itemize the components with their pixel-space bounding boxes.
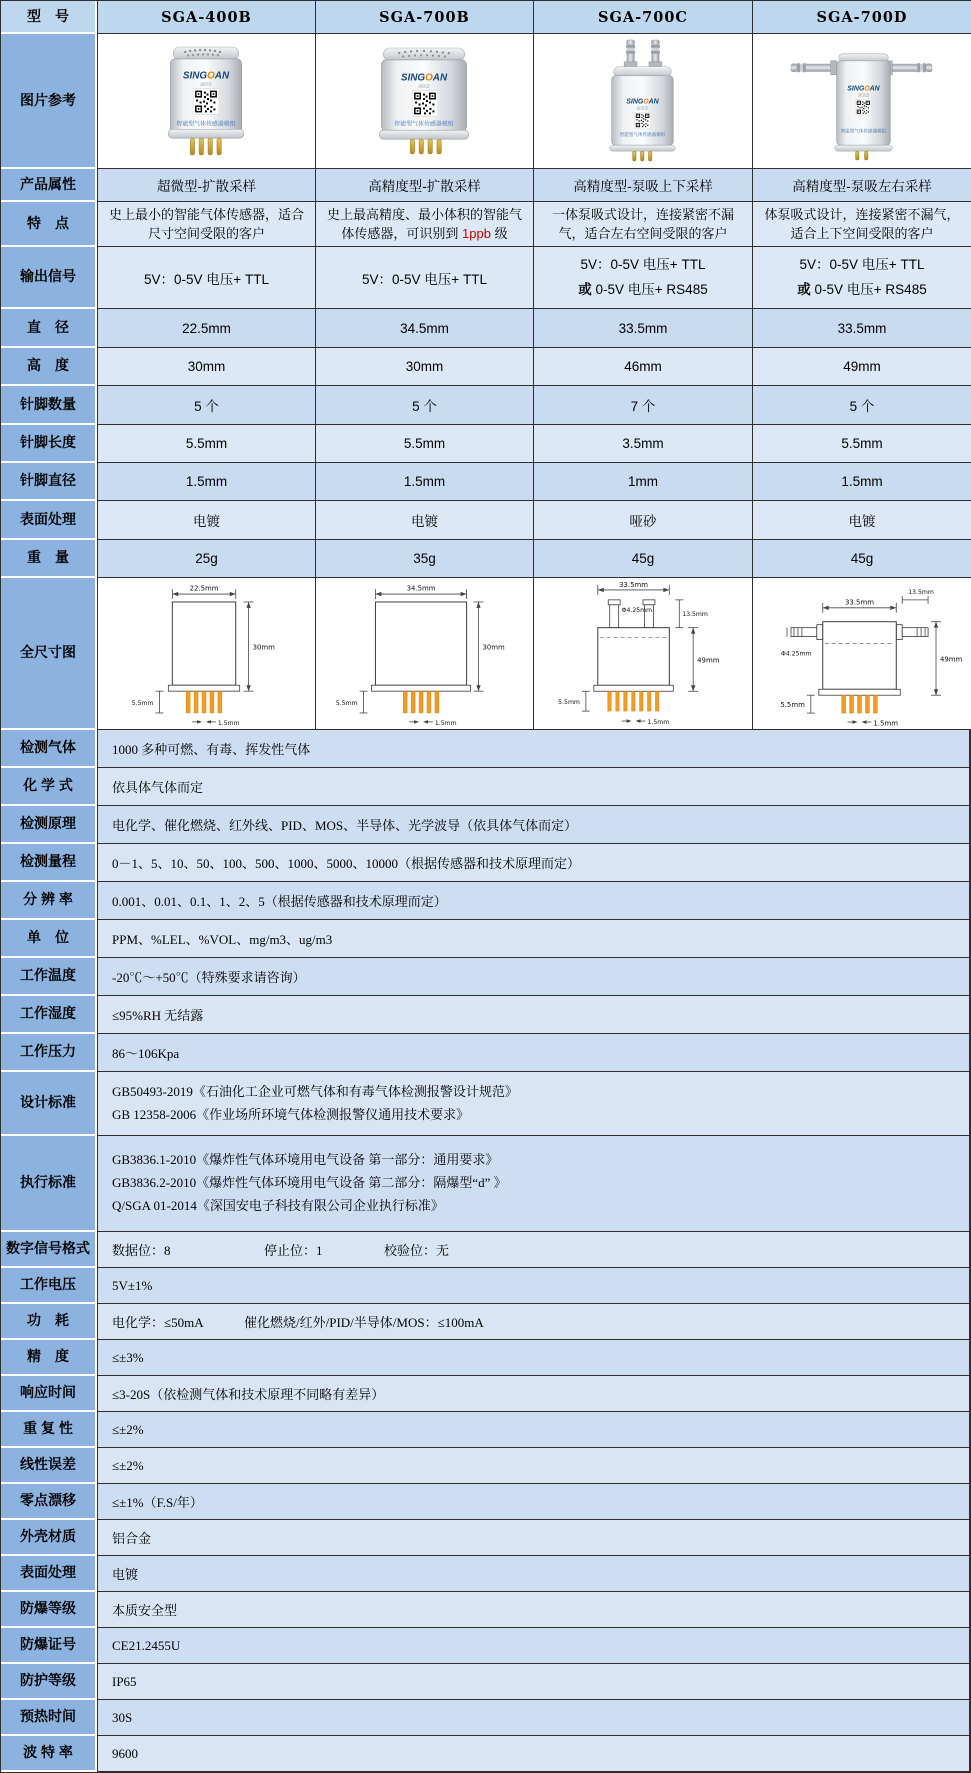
standard-line: GB3836.1-2010《爆炸性气体环境用电气设备 第一部分：通用要求》 — [112, 1152, 499, 1168]
row-label: 针脚数量 — [1, 386, 97, 425]
diagram-pins — [608, 691, 659, 711]
gold-pins — [633, 151, 652, 161]
cell-value: 高精度型-泵吸左右采样 — [753, 169, 971, 202]
spec-row-power-consumption — [1, 1304, 970, 1340]
cell-value: 33.5mm — [753, 309, 971, 348]
spec-row-working-pressure — [1, 1034, 970, 1072]
spec-value: CE21.2455U — [97, 1628, 970, 1664]
spec-value: 电化学、催化燃烧、红外线、PID、MOS、半导体、光学波导（依具体气体而定） — [97, 806, 970, 844]
dim-width: 34.5mm — [406, 584, 436, 593]
banner-text: 智能型气体传感器模组 — [840, 128, 887, 134]
spec-label: 精 度 — [1, 1340, 97, 1376]
row-label: 输出信号 — [1, 247, 97, 309]
cell-value: 体泵吸式设计，连接紧密不漏气，适合上下空间受限的客户 — [753, 202, 971, 247]
brand-sub-text: 深国安 — [418, 83, 430, 89]
spec-value: 本质安全型 — [97, 1592, 970, 1628]
cell-value — [316, 202, 534, 247]
dim-tube-height: 13.5mm — [908, 588, 934, 596]
spec-row-zero-drift — [1, 1484, 970, 1520]
spec-row-surface-finish — [1, 1556, 970, 1592]
cell-value — [534, 247, 753, 309]
standard-line: Q/SGA 01-2014《深国安电子科技有限公司企业执行标准》 — [112, 1197, 444, 1213]
spec-row-chemical-formula — [1, 768, 970, 806]
spec-value — [97, 1136, 970, 1232]
spec-label: 工作湿度 — [1, 996, 97, 1034]
diagram-cell-sga-700b — [316, 578, 534, 730]
spec-value: ≤3-20S（依检测气体和技术原理不同略有差异） — [97, 1376, 970, 1412]
alt-output: 0-5V 电压+ RS485 — [814, 281, 927, 297]
cell-value: 电镀 — [97, 501, 316, 540]
diagram-cell-sga-700c — [534, 578, 753, 730]
cell-value: 1mm — [534, 463, 753, 501]
cell-value: 1.5mm — [753, 463, 971, 501]
photo-cell-sga-700b — [316, 34, 534, 169]
row-dimension-diagrams — [1, 578, 970, 730]
spec-label: 响应时间 — [1, 1376, 97, 1412]
gas-tube — [886, 61, 932, 75]
photo-cell-sga-700d — [753, 34, 971, 169]
spec-row-working-humidity — [1, 996, 970, 1034]
dim-width: 33.5mm — [845, 598, 875, 607]
row-label: 产品属性 — [1, 169, 97, 202]
cell-value: 5V：0-5V 电压+ TTL — [97, 247, 316, 309]
dim-height: 30mm — [252, 643, 275, 652]
data-bits: 数据位：8 — [112, 1243, 171, 1258]
dim-pin-length: 5.5mm — [335, 700, 358, 708]
spec-label: 执行标准 — [1, 1136, 97, 1232]
alt-output: 0-5V 电压+ RS485 — [595, 281, 708, 297]
banner-text: 智能型气体传感器模组 — [176, 121, 236, 128]
cell-value: 35g — [316, 540, 534, 578]
cell-value: 5 个 — [753, 386, 971, 425]
spec-label: 防爆等级 — [1, 1592, 97, 1628]
cell-value: 30mm — [316, 348, 534, 386]
cell-value: 5 个 — [97, 386, 316, 425]
row-weight — [1, 540, 970, 578]
dim-pin-length: 5.5mm — [558, 699, 580, 707]
spec-value: IP65 — [97, 1664, 970, 1700]
spec-value — [97, 1072, 970, 1136]
cell-value: 5.5mm — [316, 425, 534, 463]
spec-value — [97, 1304, 970, 1340]
cell-value: 7 个 — [534, 386, 753, 425]
spec-value: 0.001、0.01、0.1、1、2、5（根据传感器和技术原理而定） — [97, 882, 970, 920]
cell-value: 5V：0-5V 电压+ TTL — [316, 247, 534, 309]
qr-code — [193, 89, 219, 115]
spec-value: 1000 多种可燃、有毒、挥发性气体 — [97, 730, 970, 768]
spec-row-execution-standard — [1, 1136, 970, 1232]
spec-value: ≤±3% — [97, 1340, 970, 1376]
cell-value: 30mm — [97, 348, 316, 386]
spec-label: 检测量程 — [1, 844, 97, 882]
row-label: 重 量 — [1, 540, 97, 578]
spec-row-protection-grade — [1, 1664, 970, 1700]
dim-tube-diameter: Φ4.25mm — [621, 606, 653, 614]
dim-pin-diameter: 1.5mm — [647, 719, 670, 727]
spec-row-linearity-error — [1, 1448, 970, 1484]
spec-value: 5V±1% — [97, 1268, 970, 1304]
row-pin-count — [1, 386, 970, 425]
spec-value: -20℃～+50℃（特殊要求请咨询） — [97, 958, 970, 996]
photo-cell-sga-700c — [534, 34, 753, 169]
banner-text: 智能型气体传感器模组 — [619, 132, 666, 138]
model-name-sga-700c: SGA-700C — [534, 1, 753, 34]
dim-height: 49mm — [939, 655, 963, 664]
spec-row-working-voltage — [1, 1268, 970, 1304]
row-pin-length — [1, 425, 970, 463]
spec-value: 30S — [97, 1700, 970, 1736]
qr-code — [412, 91, 438, 117]
output-line2 — [578, 278, 707, 303]
diagram-pins — [403, 691, 439, 713]
spec-row-preheat-time — [1, 1700, 970, 1736]
standard-line: GB3836.2-2010《爆炸性气体环境用电气设备 第二部分：隔爆型“d” 》 — [112, 1175, 507, 1191]
spec-label: 分 辨 率 — [1, 882, 97, 920]
spec-label: 单 位 — [1, 920, 97, 958]
row-label: 高 度 — [1, 348, 97, 386]
header-row — [1, 1, 970, 34]
row-label: 直 径 — [1, 309, 97, 348]
row-label: 全尺寸图 — [1, 578, 97, 730]
row-label: 特 点 — [1, 202, 97, 247]
photo-cell-sga-400b — [97, 34, 316, 169]
power-other: 催化燃烧/红外/PID/半导体/MOS：≤100mA — [244, 1315, 484, 1330]
spec-label: 零点漂移 — [1, 1484, 97, 1520]
dim-width: 33.5mm — [619, 580, 649, 589]
spec-value: 0－1、5、10、50、100、500、1000、5000、10000（根据传感器和技术原理而定） — [97, 844, 970, 882]
brand-sub-text: 深国安 — [857, 92, 870, 98]
gas-tube — [791, 61, 837, 75]
diagram-cell-sga-400b — [97, 578, 316, 730]
spec-label: 化 学 式 — [1, 768, 97, 806]
spec-row-digital-signal-format — [1, 1232, 970, 1268]
row-label: 针脚直径 — [1, 463, 97, 501]
cell-value: 超微型-扩散采样 — [97, 169, 316, 202]
dimension-diagram-sga-700c — [534, 578, 752, 729]
spec-label: 工作温度 — [1, 958, 97, 996]
spec-label: 功 耗 — [1, 1304, 97, 1340]
spec-label: 防护等级 — [1, 1664, 97, 1700]
spec-value: 9600 — [97, 1736, 970, 1772]
spec-label: 预热时间 — [1, 1700, 97, 1736]
spec-value: 86～106Kpa — [97, 1034, 970, 1072]
dimension-diagram-sga-400b — [98, 578, 315, 729]
cell-value: 史上最小的智能气体传感器，适合尺寸空间受限的客户 — [97, 202, 316, 247]
standard-line: GB50493-2019《石油化工企业可燃气体和有毒气体检测报警设计规范》 — [112, 1083, 518, 1099]
spec-row-explosion-proof-certificate — [1, 1628, 970, 1664]
cell-value: 45g — [534, 540, 753, 578]
dim-width: 22.5mm — [189, 584, 219, 593]
cell-value: 高精度型-扩散采样 — [316, 169, 534, 202]
cell-value: 电镀 — [753, 501, 971, 540]
cell-value: 34.5mm — [316, 309, 534, 348]
spec-row-repeatability — [1, 1412, 970, 1448]
cell-value: 5 个 — [316, 386, 534, 425]
cell-value: 33.5mm — [534, 309, 753, 348]
photo-row-label: 图片参考 — [1, 34, 97, 169]
cell-value: 45g — [753, 540, 971, 578]
singoan-logo: SINGOAN — [626, 98, 659, 106]
row-diameter — [1, 309, 970, 348]
output-line1: 5V：0-5V 电压+ TTL — [799, 256, 925, 272]
cell-value: 5.5mm — [753, 425, 971, 463]
product-photo-sga-700c — [534, 34, 752, 168]
spec-label: 防爆证号 — [1, 1628, 97, 1664]
banner-text: 智能型气体传感器模组 — [394, 121, 454, 128]
cell-value — [753, 247, 971, 309]
power-electrochemical: 电化学：≤50mA — [112, 1315, 204, 1330]
row-product-attribute — [1, 169, 970, 202]
gas-tube — [649, 40, 662, 68]
spec-value: 依具体气体而定 — [97, 768, 970, 806]
product-photo-sga-400b — [98, 34, 315, 168]
spec-label: 检测气体 — [1, 730, 97, 768]
feature-text: 史上最高精度、最小体积的智能气体传感器，可识别到 — [326, 206, 522, 241]
spec-value: ≤±1%（F.S/年） — [97, 1484, 970, 1520]
product-photo-sga-700b — [316, 34, 533, 168]
dim-pin-length: 5.5mm — [131, 700, 154, 708]
spec-label: 线性误差 — [1, 1448, 97, 1484]
dim-pin-diameter: 1.5mm — [434, 719, 457, 727]
spec-row-detection-principle — [1, 806, 970, 844]
singoan-logo: SINGOAN — [400, 72, 448, 84]
spec-value: 电镀 — [97, 1556, 970, 1592]
cell-value: 1.5mm — [97, 463, 316, 501]
spec-row-detection-range — [1, 844, 970, 882]
spec-row-explosion-proof-grade — [1, 1592, 970, 1628]
header-model-label: 型 号 — [1, 1, 97, 34]
spec-label: 表面处理 — [1, 1556, 97, 1592]
standard-line: GB 12358-2006《作业场所环境气体检测报警仪通用技术要求》 — [112, 1106, 470, 1122]
stop-bits: 停止位：1 — [264, 1243, 323, 1258]
spec-row-baud-rate — [1, 1736, 970, 1772]
spec-label: 数字信号格式 — [1, 1232, 97, 1268]
spec-label: 外壳材质 — [1, 1520, 97, 1556]
cell-value: 46mm — [534, 348, 753, 386]
spec-value: ≤±2% — [97, 1448, 970, 1484]
dim-pin-diameter: 1.5mm — [217, 719, 240, 727]
or-word: 或 — [578, 281, 592, 297]
spec-label: 工作压力 — [1, 1034, 97, 1072]
spec-label: 工作电压 — [1, 1268, 97, 1304]
model-name-sga-700d: SGA-700D — [753, 1, 971, 34]
singoan-logo: SINGOAN — [847, 85, 880, 93]
row-height — [1, 348, 970, 386]
diagram-cell-sga-700d — [753, 578, 971, 730]
model-name-sga-700b: SGA-700B — [316, 1, 534, 34]
product-photo-sga-700d — [753, 34, 971, 168]
cell-value: 高精度型-泵吸上下采样 — [534, 169, 753, 202]
row-label: 表面处理 — [1, 501, 97, 540]
diagram-pins — [186, 691, 222, 713]
spec-label: 检测原理 — [1, 806, 97, 844]
or-word: 或 — [797, 281, 811, 297]
qr-code — [856, 100, 871, 115]
cell-value: 1.5mm — [316, 463, 534, 501]
dim-tube-height: 13.5mm — [682, 610, 708, 618]
spec-value: ≤±2% — [97, 1412, 970, 1448]
dim-tube-diameter: Φ4.25mm — [781, 650, 812, 658]
spec-row-accuracy — [1, 1340, 970, 1376]
feature-text: 级 — [490, 226, 508, 241]
cell-value: 25g — [97, 540, 316, 578]
cell-value: 哑砂 — [534, 501, 753, 540]
cell-value: 49mm — [753, 348, 971, 386]
parity-bits: 校验位：无 — [384, 1243, 450, 1258]
spec-value: ≤95%RH 无结露 — [97, 996, 970, 1034]
gold-pins — [410, 139, 441, 154]
gas-tube — [624, 40, 637, 68]
dim-pin-diameter: 1.5mm — [873, 719, 898, 728]
brand-sub-text: 深国安 — [636, 105, 649, 111]
spec-value — [97, 1232, 970, 1268]
output-line2 — [797, 278, 926, 303]
spec-row-design-standard — [1, 1072, 970, 1136]
spec-value: 铝合金 — [97, 1520, 970, 1556]
output-line1: 5V：0-5V 电压+ TTL — [580, 256, 706, 272]
spec-row-response-time — [1, 1376, 970, 1412]
cell-value: 22.5mm — [97, 309, 316, 348]
spec-row-resolution — [1, 882, 970, 920]
spec-row-unit — [1, 920, 970, 958]
dim-height: 30mm — [482, 643, 505, 652]
cell-value: 3.5mm — [534, 425, 753, 463]
dimension-diagram-sga-700d — [753, 578, 971, 729]
spec-label: 重 复 性 — [1, 1412, 97, 1448]
cell-value: 电镀 — [316, 501, 534, 540]
dim-pin-length: 5.5mm — [780, 701, 805, 710]
dim-height: 49mm — [697, 656, 720, 665]
model-name-sga-400b: SGA-400B — [97, 1, 316, 34]
row-label: 针脚长度 — [1, 425, 97, 463]
spec-row-working-temperature — [1, 958, 970, 996]
singoan-logo: SINGOAN — [182, 70, 230, 82]
brand-sub-text: 深国安 — [200, 81, 212, 87]
gold-pins — [856, 151, 868, 160]
row-output-signal — [1, 247, 970, 309]
photo-row — [1, 34, 970, 169]
row-surface-finish — [1, 501, 970, 540]
dimension-diagram-sga-700b — [316, 578, 533, 729]
diagram-pins — [842, 695, 878, 713]
cell-value: 5.5mm — [97, 425, 316, 463]
qr-code — [635, 112, 651, 128]
feature-highlight: 1ppb — [462, 226, 491, 241]
cell-value: 一体泵吸式设计，连接紧密不漏气，适合左右空间受限的客户 — [534, 202, 753, 247]
spec-row-shell-material — [1, 1520, 970, 1556]
row-pin-diameter — [1, 463, 970, 501]
row-features — [1, 202, 970, 247]
spec-label: 设计标准 — [1, 1072, 97, 1136]
spec-label: 波 特 率 — [1, 1736, 97, 1772]
spec-row-detected-gas — [1, 730, 970, 768]
gold-pins — [190, 138, 221, 155]
spec-value: PPM、%LEL、%VOL、mg/m3、ug/m3 — [97, 920, 970, 958]
